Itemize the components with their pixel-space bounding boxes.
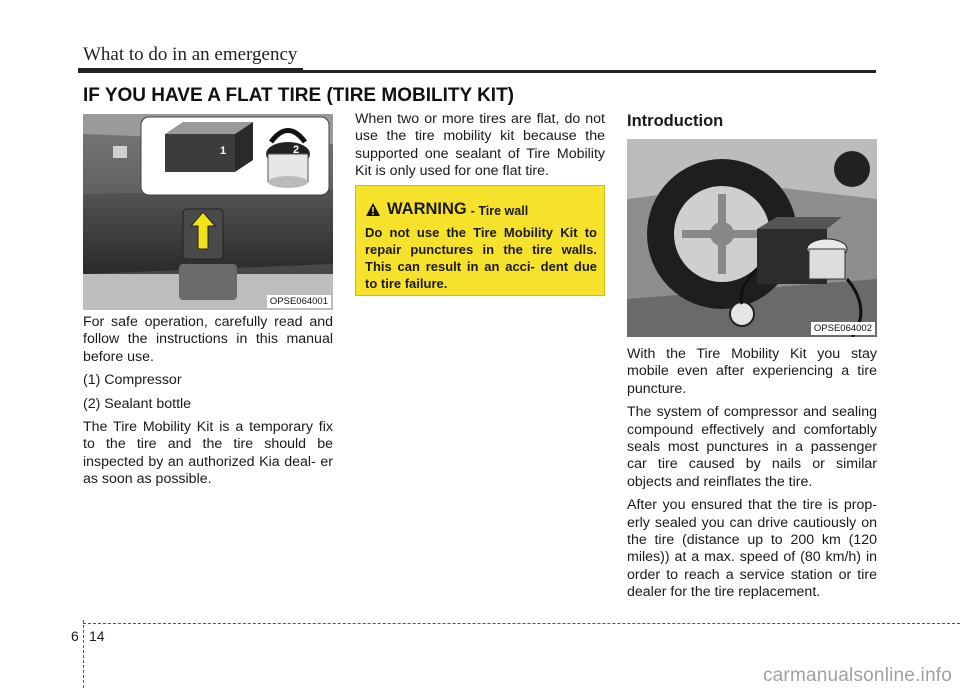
- figure-trunk-kit: [83, 114, 333, 310]
- callout-2: 2: [293, 144, 300, 156]
- warning-icon: [365, 202, 381, 217]
- column-1-text: [83, 314, 333, 495]
- warning-box: [355, 185, 605, 296]
- paragraph: The system of compressor and sealing compound effectively and comfortably seals most punctures in a passenger car tire caused by nails or similar objects and reinflates the tire.: [627, 404, 877, 490]
- figure-caption: OPSE064002: [811, 322, 875, 335]
- paragraph: After you ensured that the tire is prop- erly sealed you can drive cautiously on the tire (distance up to 200 km (120 miles)) at a max. speed of (80 km/h) in order to reach a service station or tire dealer for the tire replacement.: [627, 497, 877, 601]
- watermark: carmanualsonline.info: [762, 665, 952, 686]
- paragraph: For safe operation, carefully read and follow the instructions in this manual before use.: [83, 314, 333, 365]
- warning-heading: [365, 200, 528, 219]
- chapter-number: 6: [71, 628, 79, 644]
- introduction-heading: Introduction: [627, 112, 724, 130]
- warning-subtitle: - Tire wall: [470, 204, 529, 218]
- page-number: 14: [89, 628, 105, 644]
- section-title: IF YOU HAVE A FLAT TIRE (TIRE MOBILITY KIT): [83, 85, 515, 106]
- warning-title: WARNING: [387, 200, 467, 218]
- footer-rule: [83, 623, 960, 624]
- footer-divider: [83, 620, 85, 688]
- column-3-text: [627, 346, 877, 608]
- page-header-title: What to do in an emergency: [83, 44, 298, 65]
- figure-tire-compressor: [627, 139, 877, 337]
- paragraph: With the Tire Mobility Kit you stay mobile even after experiencing a tire puncture.: [627, 346, 877, 397]
- figure-caption: OPSE064001: [267, 295, 331, 308]
- column-2-text: [355, 111, 605, 187]
- paragraph: (1) Compressor: [83, 372, 182, 389]
- tire-compressor-illustration: [627, 139, 877, 337]
- paragraph: The Tire Mobility Kit is a temporary fix to the tire and the tire should be inspected by an authorized Kia deal- er as soon as possible.: [83, 419, 333, 488]
- warning-text: Do not use the Tire Mobility Kit to repair punctures in the tire walls. This can result in an acci- dent due to tire failure.: [365, 225, 597, 291]
- paragraph: When two or more tires are flat, do not use the tire mobility kit because the supported one sealant of Tire Mobility Kit is only used for one flat tire.: [355, 111, 605, 180]
- paragraph: (2) Sealant bottle: [83, 395, 192, 412]
- header-rule-accent: [78, 68, 303, 73]
- callout-1: 1: [220, 145, 227, 157]
